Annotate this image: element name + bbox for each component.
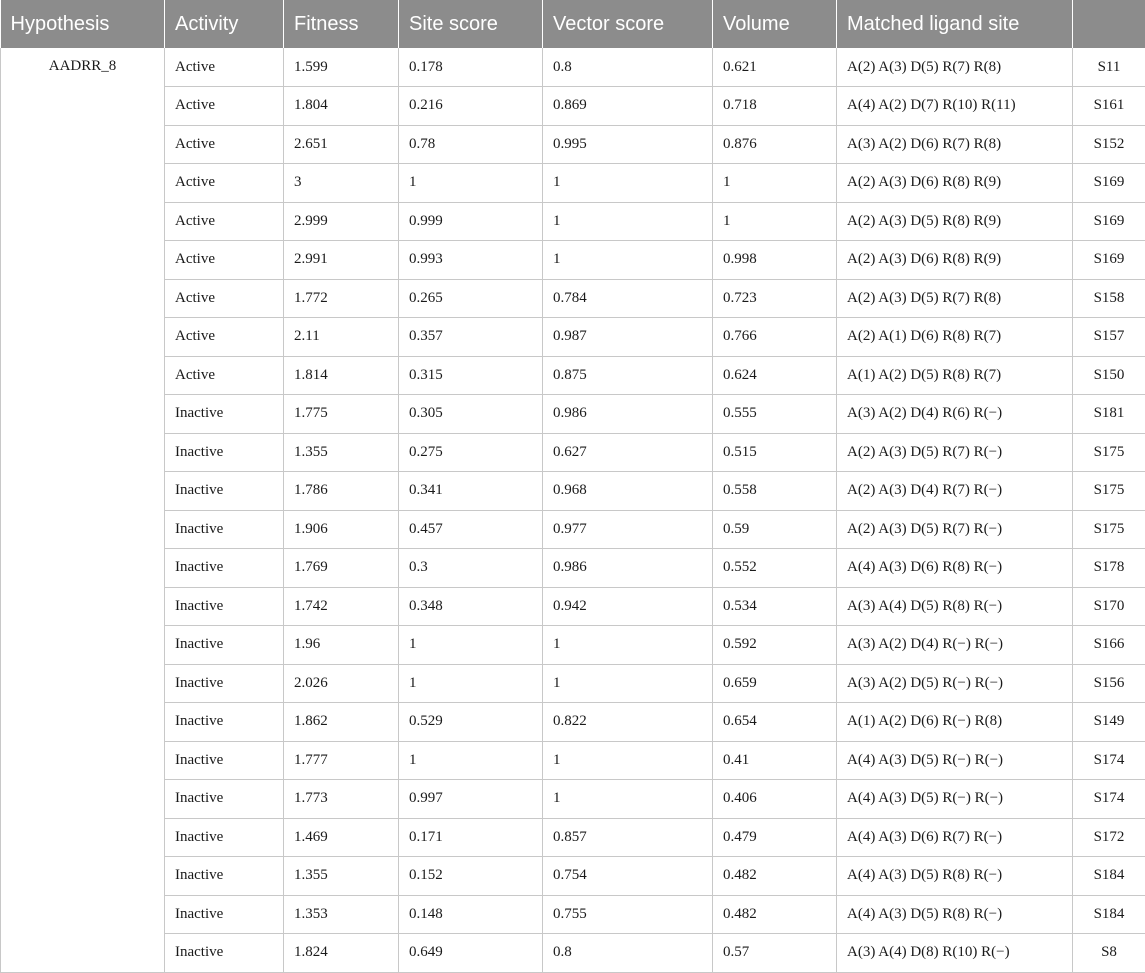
header-volume: Volume: [713, 0, 837, 48]
vector-score-cell: 1: [543, 241, 713, 280]
activity-cell: Active: [165, 87, 284, 126]
header-site-score: Site score: [399, 0, 543, 48]
matched-ligand-site-cell: A(4) A(3) D(5) R(8) R(−): [837, 857, 1073, 896]
site-score-cell: 0.997: [399, 780, 543, 819]
header-site-id: [1073, 0, 1145, 48]
activity-cell: Inactive: [165, 549, 284, 588]
fitness-cell: 1.772: [284, 279, 399, 318]
volume-cell: 0.479: [713, 818, 837, 857]
site-id-cell: S158: [1073, 279, 1145, 318]
activity-cell: Inactive: [165, 703, 284, 742]
vector-score-cell: 0.8: [543, 48, 713, 87]
matched-ligand-site-cell: A(3) A(2) D(5) R(−) R(−): [837, 664, 1073, 703]
matched-ligand-site-cell: A(4) A(3) D(5) R(8) R(−): [837, 895, 1073, 934]
site-score-cell: 0.649: [399, 934, 543, 973]
vector-score-cell: 0.8: [543, 934, 713, 973]
fitness-cell: 1.469: [284, 818, 399, 857]
activity-cell: Inactive: [165, 433, 284, 472]
header-matched-ligand-site: Matched ligand site: [837, 0, 1073, 48]
site-score-cell: 1: [399, 741, 543, 780]
activity-cell: Active: [165, 241, 284, 280]
matched-ligand-site-cell: A(4) A(2) D(7) R(10) R(11): [837, 87, 1073, 126]
site-score-cell: 1: [399, 626, 543, 665]
matched-ligand-site-cell: A(2) A(3) D(5) R(7) R(8): [837, 48, 1073, 87]
table-row: [1, 703, 1145, 742]
site-score-cell: 1: [399, 164, 543, 203]
site-id-cell: S150: [1073, 356, 1145, 395]
table-row: [1, 510, 1145, 549]
header-activity: Activity: [165, 0, 284, 48]
site-score-cell: 0.216: [399, 87, 543, 126]
fitness-cell: 1.355: [284, 857, 399, 896]
activity-cell: Inactive: [165, 934, 284, 973]
site-id-cell: S169: [1073, 202, 1145, 241]
site-id-cell: S157: [1073, 318, 1145, 357]
vector-score-cell: 1: [543, 664, 713, 703]
table-row: [1, 934, 1145, 973]
site-id-cell: S11: [1073, 48, 1145, 87]
fitness-cell: 1.353: [284, 895, 399, 934]
site-score-cell: 0.152: [399, 857, 543, 896]
table-row: [1, 741, 1145, 780]
vector-score-cell: 1: [543, 164, 713, 203]
activity-cell: Inactive: [165, 472, 284, 511]
fitness-cell: 1.824: [284, 934, 399, 973]
fitness-cell: 2.991: [284, 241, 399, 280]
matched-ligand-site-cell: A(3) A(2) D(6) R(7) R(8): [837, 125, 1073, 164]
site-id-cell: S184: [1073, 895, 1145, 934]
table-row: [1, 818, 1145, 857]
site-id-cell: S172: [1073, 818, 1145, 857]
volume-cell: 0.515: [713, 433, 837, 472]
table-row: [1, 780, 1145, 819]
activity-cell: Active: [165, 318, 284, 357]
matched-ligand-site-cell: A(1) A(2) D(5) R(8) R(7): [837, 356, 1073, 395]
volume-cell: 0.41: [713, 741, 837, 780]
table-row: [1, 895, 1145, 934]
table-row: [1, 356, 1145, 395]
header-fitness: Fitness: [284, 0, 399, 48]
vector-score-cell: 1: [543, 626, 713, 665]
site-score-cell: 0.3: [399, 549, 543, 588]
vector-score-cell: 0.627: [543, 433, 713, 472]
matched-ligand-site-cell: A(2) A(1) D(6) R(8) R(7): [837, 318, 1073, 357]
vector-score-cell: 1: [543, 741, 713, 780]
volume-cell: 0.552: [713, 549, 837, 588]
site-score-cell: 0.178: [399, 48, 543, 87]
volume-cell: 0.57: [713, 934, 837, 973]
site-id-cell: S175: [1073, 472, 1145, 511]
activity-cell: Inactive: [165, 741, 284, 780]
fitness-cell: 1.777: [284, 741, 399, 780]
volume-cell: 0.718: [713, 87, 837, 126]
matched-ligand-site-cell: A(2) A(3) D(5) R(7) R(−): [837, 510, 1073, 549]
fitness-cell: 1.773: [284, 780, 399, 819]
site-id-cell: S174: [1073, 780, 1145, 819]
site-id-cell: S161: [1073, 87, 1145, 126]
fitness-cell: 1.906: [284, 510, 399, 549]
fitness-cell: 1.814: [284, 356, 399, 395]
matched-ligand-site-cell: A(4) A(3) D(5) R(−) R(−): [837, 741, 1073, 780]
fitness-cell: 2.11: [284, 318, 399, 357]
table-row: [1, 241, 1145, 280]
volume-cell: 0.624: [713, 356, 837, 395]
activity-cell: Inactive: [165, 895, 284, 934]
table-row: [1, 87, 1145, 126]
matched-ligand-site-cell: A(2) A(3) D(5) R(7) R(−): [837, 433, 1073, 472]
activity-cell: Inactive: [165, 587, 284, 626]
table-header: [1, 0, 1145, 48]
activity-cell: Inactive: [165, 510, 284, 549]
table-row: [1, 549, 1145, 588]
table-row: [1, 857, 1145, 896]
header-hypothesis: Hypothesis: [1, 0, 165, 48]
site-id-cell: S169: [1073, 164, 1145, 203]
volume-cell: 0.876: [713, 125, 837, 164]
matched-ligand-site-cell: A(2) A(3) D(5) R(7) R(8): [837, 279, 1073, 318]
vector-score-cell: 0.857: [543, 818, 713, 857]
volume-cell: 0.555: [713, 395, 837, 434]
activity-cell: Active: [165, 202, 284, 241]
vector-score-cell: 1: [543, 202, 713, 241]
site-id-cell: S169: [1073, 241, 1145, 280]
header-vector-score: Vector score: [543, 0, 713, 48]
matched-ligand-site-cell: A(1) A(2) D(6) R(−) R(8): [837, 703, 1073, 742]
volume-cell: 1: [713, 164, 837, 203]
vector-score-cell: 0.968: [543, 472, 713, 511]
site-score-cell: 0.999: [399, 202, 543, 241]
table-row: [1, 472, 1145, 511]
fitness-cell: 1.96: [284, 626, 399, 665]
site-score-cell: 0.348: [399, 587, 543, 626]
site-score-cell: 0.993: [399, 241, 543, 280]
table-row: [1, 125, 1145, 164]
header-row: [1, 0, 1145, 48]
matched-ligand-site-cell: A(3) A(4) D(5) R(8) R(−): [837, 587, 1073, 626]
fitness-cell: 1.862: [284, 703, 399, 742]
site-score-cell: 0.305: [399, 395, 543, 434]
fitness-cell: 1.804: [284, 87, 399, 126]
activity-cell: Active: [165, 356, 284, 395]
matched-ligand-site-cell: A(4) A(3) D(5) R(−) R(−): [837, 780, 1073, 819]
vector-score-cell: 1: [543, 780, 713, 819]
site-id-cell: S152: [1073, 125, 1145, 164]
site-id-cell: S181: [1073, 395, 1145, 434]
volume-cell: 0.659: [713, 664, 837, 703]
matched-ligand-site-cell: A(3) A(2) D(4) R(6) R(−): [837, 395, 1073, 434]
site-score-cell: 1: [399, 664, 543, 703]
site-id-cell: S170: [1073, 587, 1145, 626]
volume-cell: 0.766: [713, 318, 837, 357]
site-id-cell: S174: [1073, 741, 1145, 780]
site-score-cell: 0.78: [399, 125, 543, 164]
vector-score-cell: 0.986: [543, 549, 713, 588]
fitness-cell: 1.355: [284, 433, 399, 472]
fitness-cell: 1.786: [284, 472, 399, 511]
site-id-cell: S8: [1073, 934, 1145, 973]
table-row: [1, 395, 1145, 434]
table-row: [1, 587, 1145, 626]
activity-cell: Inactive: [165, 626, 284, 665]
fitness-cell: 1.599: [284, 48, 399, 87]
matched-ligand-site-cell: A(4) A(3) D(6) R(7) R(−): [837, 818, 1073, 857]
matched-ligand-site-cell: A(2) A(3) D(6) R(8) R(9): [837, 241, 1073, 280]
activity-cell: Inactive: [165, 664, 284, 703]
volume-cell: 0.534: [713, 587, 837, 626]
site-score-cell: 0.265: [399, 279, 543, 318]
vector-score-cell: 0.942: [543, 587, 713, 626]
matched-ligand-site-cell: A(3) A(2) D(4) R(−) R(−): [837, 626, 1073, 665]
site-score-cell: 0.148: [399, 895, 543, 934]
volume-cell: 0.723: [713, 279, 837, 318]
table-row: [1, 318, 1145, 357]
site-id-cell: S184: [1073, 857, 1145, 896]
matched-ligand-site-cell: A(4) A(3) D(6) R(8) R(−): [837, 549, 1073, 588]
table-row: [1, 48, 1145, 87]
fitness-cell: 3: [284, 164, 399, 203]
site-score-cell: 0.315: [399, 356, 543, 395]
activity-cell: Inactive: [165, 818, 284, 857]
site-score-cell: 0.357: [399, 318, 543, 357]
fitness-cell: 2.651: [284, 125, 399, 164]
activity-cell: Active: [165, 279, 284, 318]
volume-cell: 0.998: [713, 241, 837, 280]
matched-ligand-site-cell: A(2) A(3) D(5) R(8) R(9): [837, 202, 1073, 241]
site-id-cell: S178: [1073, 549, 1145, 588]
matched-ligand-site-cell: A(2) A(3) D(6) R(8) R(9): [837, 164, 1073, 203]
vector-score-cell: 0.822: [543, 703, 713, 742]
activity-cell: Active: [165, 48, 284, 87]
site-score-cell: 0.275: [399, 433, 543, 472]
hypothesis-cell: AADRR_8: [1, 48, 165, 972]
vector-score-cell: 0.869: [543, 87, 713, 126]
vector-score-cell: 0.875: [543, 356, 713, 395]
activity-cell: Inactive: [165, 395, 284, 434]
volume-cell: 0.59: [713, 510, 837, 549]
table-row: [1, 164, 1145, 203]
activity-cell: Active: [165, 125, 284, 164]
table-row: [1, 433, 1145, 472]
site-id-cell: S175: [1073, 510, 1145, 549]
fitness-cell: 1.775: [284, 395, 399, 434]
vector-score-cell: 0.755: [543, 895, 713, 934]
fitness-cell: 1.769: [284, 549, 399, 588]
volume-cell: 0.482: [713, 895, 837, 934]
site-score-cell: 0.171: [399, 818, 543, 857]
matched-ligand-site-cell: A(2) A(3) D(4) R(7) R(−): [837, 472, 1073, 511]
volume-cell: 0.654: [713, 703, 837, 742]
site-id-cell: S175: [1073, 433, 1145, 472]
site-score-cell: 0.457: [399, 510, 543, 549]
site-score-cell: 0.529: [399, 703, 543, 742]
activity-cell: Active: [165, 164, 284, 203]
table-row: [1, 626, 1145, 665]
activity-cell: Inactive: [165, 780, 284, 819]
vector-score-cell: 0.986: [543, 395, 713, 434]
volume-cell: 0.621: [713, 48, 837, 87]
fitness-cell: 1.742: [284, 587, 399, 626]
vector-score-cell: 0.995: [543, 125, 713, 164]
table-row: [1, 202, 1145, 241]
vector-score-cell: 0.987: [543, 318, 713, 357]
site-id-cell: S156: [1073, 664, 1145, 703]
vector-score-cell: 0.977: [543, 510, 713, 549]
table-row: [1, 279, 1145, 318]
site-id-cell: S166: [1073, 626, 1145, 665]
vector-score-cell: 0.784: [543, 279, 713, 318]
volume-cell: 1: [713, 202, 837, 241]
volume-cell: 0.592: [713, 626, 837, 665]
vector-score-cell: 0.754: [543, 857, 713, 896]
volume-cell: 0.558: [713, 472, 837, 511]
fitness-cell: 2.999: [284, 202, 399, 241]
matched-ligand-site-cell: A(3) A(4) D(8) R(10) R(−): [837, 934, 1073, 973]
site-score-cell: 0.341: [399, 472, 543, 511]
volume-cell: 0.482: [713, 857, 837, 896]
fitness-cell: 2.026: [284, 664, 399, 703]
volume-cell: 0.406: [713, 780, 837, 819]
site-id-cell: S149: [1073, 703, 1145, 742]
table-row: [1, 664, 1145, 703]
table-body: [1, 48, 1145, 972]
activity-cell: Inactive: [165, 857, 284, 896]
